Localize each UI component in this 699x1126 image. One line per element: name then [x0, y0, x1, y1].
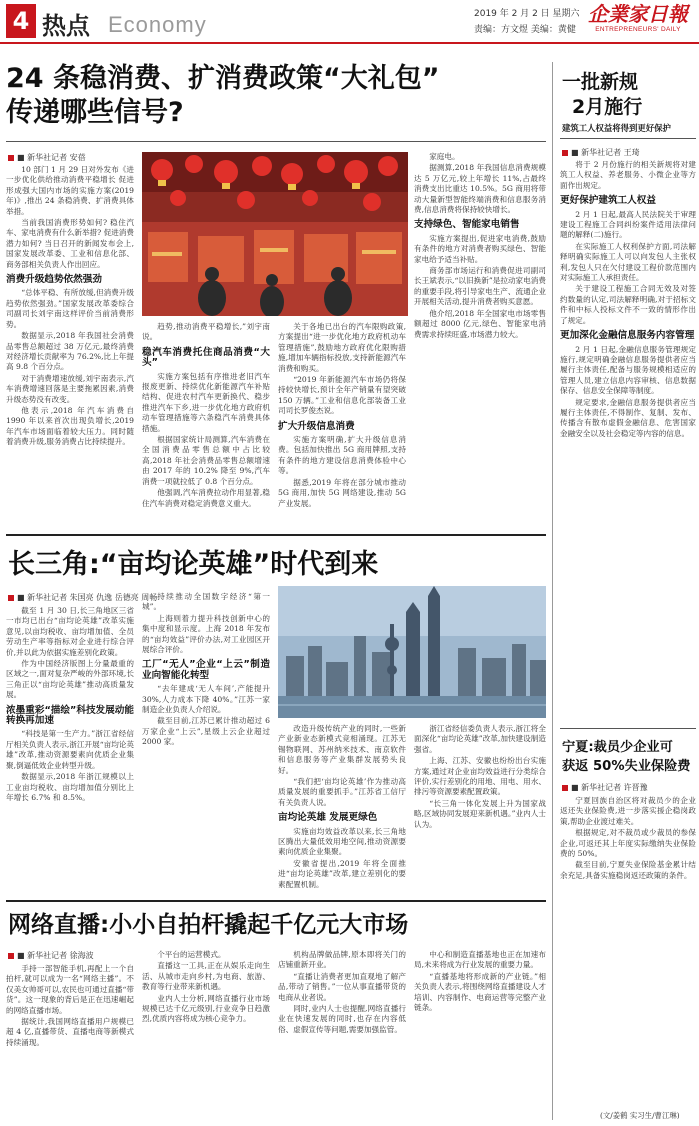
paragraph: 实施方案明确,扩大升级信息消费。包括加快推出 5G 商用牌照,支持有条件的地方建设信息消费体验中心等。 — [278, 435, 406, 476]
story4-headline — [562, 738, 698, 776]
story1-photo-new-year-market — [142, 152, 408, 316]
paragraph: 商务部市场运行和消费促进司副司长王斌表示,“以旧换新”是拉动家电消费的重要手段,将引导家电生产、流通企业开展相关活动,提升消费者购买意愿。 — [414, 266, 546, 307]
paragraph: “直播让消费者更加直观地了解产品,带动了销售。”一位从事直播带货的电商从业者说。 — [278, 971, 406, 1002]
page-number-badge: 4 — [6, 4, 36, 38]
paragraph: 2 月 1 日起,最高人民法院关于审理建设工程施工合同纠纷案件适用法律问题的解释(二)施行。 — [560, 209, 696, 240]
story1-subhead-1: 消费升级趋势依然强劲 — [6, 274, 102, 286]
paragraph: 业内人士分析,网络直播行业市场规模已达千亿元级别,行业竞争日趋激烈,优质内容将成为核心竞争力。 — [142, 993, 270, 1024]
byline-marker-icon — [8, 953, 14, 959]
story1-column-4 — [414, 152, 546, 528]
paragraph: 关于建设工程施工合同无效及对签约数量的认定,司法解释明确,对于招标文件和中标人投标文件不一致的情形作出了规定。 — [560, 284, 696, 325]
paragraph: 将于 2 月份施行的相关新规将对建筑工人权益、养老服务、小微企业等方面作出规定。 — [560, 160, 696, 190]
story4-byline-text: ■ 新华社记者 许晋豫 — [571, 783, 648, 792]
paragraph: 根据国家统计局测算,汽车消费在全国消费品零售总额中占比较高,2018 年社会消费品零售总额增速由 2017 年的 10.2% 降至 9%,汽车消费一项就拉低了 0.8 个百分点。 — [142, 435, 270, 486]
paragraph: 个平台的运营模式。 — [157, 950, 226, 959]
story1-headline-line2: 传递哪些信号? — [6, 97, 184, 128]
paragraph: 截至目前,江苏已累计推动超过 6 万家企业“上云”,星级上云企业超过 2000 家。 — [142, 716, 270, 747]
story2-byline — [562, 147, 640, 158]
skyline-image — [278, 586, 546, 718]
column-separator — [552, 62, 553, 1120]
paragraph: 他强调,汽车消费拉动作用显著,稳住汽车消费对稳定消费意义重大。 — [142, 488, 270, 508]
story2-subhead-2: 更加深化金融信息服务内容管理 — [560, 330, 695, 342]
paragraph: 上海则着力提升科技创新中心的集中度和显示度。上海 2018 年发布的“亩均效益”评价办法,对工业园区开展综合评价。 — [142, 613, 270, 655]
story3-subhead-2: 工厂“无人”企业“上云”制造业向智能化转型 — [142, 659, 270, 681]
story2-headline — [562, 70, 696, 120]
story4-headline-line2: 获返 50%失业保险费 — [562, 759, 691, 774]
story1-headline — [6, 62, 551, 130]
paragraph: 安徽省提出,2019 年将全面推进“亩均论英雄”改革,建立差别化的要素配置机制。 — [278, 858, 406, 889]
story3-column-4 — [414, 724, 546, 894]
paragraph: 对于消费增速放缓,刘宇南表示,汽车消费增速回落是主要拖累因素,消费升级态势没有改变。 — [6, 373, 134, 404]
paragraph: 中心和制造直播基地也正在加速布局,未来将成为行业发展的重要力量。 — [414, 950, 546, 970]
story1-column-1 — [6, 165, 134, 525]
paragraph: 10 部门 1 月 29 日对外发布《进一步优化供给推动消费平稳增长 促进形成强大国内市场的实施方案(2019 年)》,推出 24 条稳消费、扩消费具体举措。 — [6, 165, 134, 216]
story1-subhead-4: 支持绿色、智能家电销售 — [414, 219, 520, 231]
story3-byline-text: ■ 新华社记者 朱国亮 仇逸 岳德亮 周畅 — [17, 593, 158, 602]
paragraph: 他介绍,2018 年全国家电市场零售额超过 8000 亿元,绿色、智能家电消费需求持续旺盛,市场潜力较大。 — [414, 308, 546, 339]
story5-byline — [8, 950, 94, 961]
story2-headline-line2: 2月施行 — [572, 96, 643, 118]
paragraph: 当前我国消费形势如何? 稳住汽车、家电消费有什么新举措? 促进消费潜力如何? 当日召开的新闻发布会上,国家发展改革委、工业和信息化部、商务部相关负责人作出回应。 — [6, 218, 134, 269]
story2-byline-text: ■ 新华社记者 王琦 — [571, 148, 640, 157]
story1-byline — [8, 152, 86, 163]
story2-headline-line1: 一批新规 — [562, 71, 639, 93]
story1-byline-text: ■ 新华社记者 安蓓 — [17, 153, 86, 162]
story5-column-2 — [142, 950, 270, 1120]
paragraph: 据统计,我国网络直播用户规模已超 4 亿,直播带货、直播电商等新模式持续涌现。 — [6, 1017, 134, 1047]
byline-marker-icon — [562, 150, 568, 156]
story3-subhead-3: 亩均论英雄 发展更绿色 — [278, 812, 378, 824]
story3-column-3 — [278, 724, 406, 894]
paragraph: 2 月 1 日起,金融信息服务管理规定施行,规定明确金融信息服务提供者应当履行主体责任,配备与服务规模相适应的管理人员,建立信息内容审核、信息数据保存、信息安全保障等制度。 — [560, 344, 696, 396]
story3-column-1 — [6, 606, 134, 894]
story1-headline-line1: 24 条稳消费、扩消费政策“大礼包” — [6, 63, 440, 94]
story1-column-3 — [278, 322, 406, 528]
issue-date: 2019 年 2 月 2 日 星期六 — [474, 9, 580, 19]
paragraph: 数据显示,2018 年我国社会消费品零售总额超过 38 万亿元,最终消费对经济增长贡献率为 76.2%,比上年提高 9.8 个百分点。 — [6, 331, 134, 372]
divider — [560, 728, 696, 729]
paragraph: 家庭电。 — [429, 152, 460, 161]
story2-subhead-1: 更好保护建筑工人权益 — [560, 195, 656, 207]
story4-credit: (文/姜鹤 实习生/曹江琳) — [600, 1111, 680, 1120]
paragraph: 实施方案提出,促进家电消费,鼓励有条件的地方对消费者购买绿色、智能家电给予适当补贴。 — [414, 233, 546, 264]
editors-credit: 责编：方文煜 美编：黄健 — [474, 25, 576, 35]
paragraph: “总体平稳、有所放缓,但消费升级趋势依然强劲。”国家发展改革委综合司副司长刘宇南这样评价当前消费形势。 — [6, 288, 134, 329]
paragraph: “2019 年新能源汽车市场仍将保持较快增长,预计全年产销量有望突破 150 万辆。”工业和信息化部装备工业司司长罗俊杰说。 — [278, 375, 406, 416]
paragraph: 截至目前,宁夏失业保险基金累计结余充足,具备实施稳岗返还政策的条件。 — [560, 860, 696, 880]
paragraph: 趋势,推动消费平稳增长,”刘宇南说。 — [142, 322, 270, 342]
divider — [6, 141, 546, 142]
story3-column-2 — [142, 592, 270, 894]
story3-byline — [8, 592, 157, 603]
story5-byline-text: ■ 新华社记者 徐海波 — [17, 951, 94, 960]
paragraph: 作为中国经济版图上分量最重的区域之一,面对复杂严峻的外部环境,长三角正以“亩均论英雄”推动高质量发展。 — [6, 659, 134, 700]
paragraph: 在实际施工人权利保护方面,司法解释明确实际施工人可以向发包人主张权利,发包人只在欠付建设工程价款范围内对实际施工人承担责任。 — [560, 241, 696, 283]
story2-body — [560, 160, 696, 720]
divider — [6, 534, 546, 536]
story2-summary: 建筑工人权益将得到更好保护 — [562, 123, 671, 133]
byline-marker-icon — [562, 785, 568, 791]
paragraph: “长三角一体化发展上升为国家战略,区域协同发展迎来新机遇。”业内人士认为。 — [414, 798, 546, 829]
paragraph: “科技是第一生产力。”浙江省经信厅相关负责人表示,浙江开展“亩均论英雄”改革,推动资源要素向优质企业集聚,倒逼低效企业转型升级。 — [6, 729, 134, 770]
story5-column-1 — [6, 964, 134, 1120]
story1-subhead-2: 稳汽车消费托住商品消费“大头” — [142, 346, 270, 369]
paragraph: 手持一部智能手机,再配上一个自拍杆,就可以成为一名“网络主播”。不仅美女帅哥可以,农民也可通过直播“带货”。这一现象的背后是正在迅速崛起的网络直播市场。 — [6, 964, 134, 1015]
paragraph: 截至 1 月 30 日,长三角地区三省一市均已出台“亩均论英雄”改革实施意见,以亩均税收、亩均增加值、全员劳动生产率等指标对企业进行综合评价,并以此为依据实施差别化政策。 — [6, 606, 134, 657]
paragraph: 上海、江苏、安徽也纷纷出台实施方案,通过对企业亩均效益进行分类综合评价,实行差别化的用地、用电、用水、排污等资源要素配置政策。 — [414, 756, 546, 797]
story4-byline — [562, 782, 648, 793]
paragraph: 机构品牌做品牌,原本即将关门的店铺重新开业。 — [278, 950, 406, 970]
paragraph: 同时,业内人士也提醒,网络直播行业在快速发展的同时,也存在内容低俗、虚假宣传等问题,需要加强监管。 — [278, 1004, 406, 1034]
story5-column-4 — [414, 950, 546, 1120]
story1-subhead-3: 扩大升级信息消费 — [278, 420, 355, 432]
paragraph: 关于各地已出台的汽车限购政策,方案提出“进一步优化地方政府机动车管理措施”,鼓励地方政府优化限购措施,增加车辆指标投放,支持新能源汽车消费和购买。 — [278, 322, 406, 373]
paragraph: “直播基地将形成新的产业链。”相关负责人表示,将围绕网络直播建设人才培训、内容制作、电商运营等完整产业链条。 — [414, 971, 546, 1013]
paragraph: 根据规定,对不裁员或少裁员的参保企业,可返还其上年度实际缴纳失业保险费的 50%。 — [560, 828, 696, 859]
paragraph: 持续推动全国数字经济“第一城”。 — [142, 592, 270, 612]
paragraph: 规定要求,金融信息服务提供者应当履行主体责任,不得制作、复制、发布、传播含有散布虚假金融信息、危害国家金融安全以及社会稳定等内容的信息。 — [560, 397, 696, 438]
story4-headline-line1: 宁夏:裁员少企业可 — [562, 740, 673, 755]
story5-column-3 — [278, 950, 406, 1120]
divider — [6, 900, 546, 902]
market-scene-image — [142, 152, 408, 316]
story5-headline: 网络直播:小小自拍杆撬起千亿元大市场 — [8, 912, 409, 938]
paragraph: 浙江省经信委负责人表示,浙江将全面深化“亩均论英雄”改革,加快建设制造强省。 — [414, 724, 546, 754]
logo-subtitle: ENTREPRENEURS' DAILY — [595, 26, 681, 33]
paragraph: “我们把‘亩均论英雄’作为推动高质量发展的重要抓手。”江苏省工信厅有关负责人说。 — [278, 777, 406, 807]
story3-photo-city-skyline — [278, 586, 546, 718]
story1-column-2 — [142, 322, 270, 528]
story3-subhead-1: 浓墨重彩“描绘”科技发展动能转换再加速 — [6, 704, 134, 727]
section-title-en: Economy — [108, 12, 207, 37]
divider — [560, 138, 696, 139]
section-title: 热点 — [42, 12, 90, 40]
byline-marker-icon — [8, 595, 14, 601]
page-masthead — [0, 0, 699, 44]
paragraph: 据悉,2019 年将在部分城市推动 5G 商用,加快 5G 网络建设,推动 5G 产业发展。 — [278, 477, 406, 508]
paragraph: 他表示,2018 年汽车消费自 1990 年以来首次出现负增长,2019 年汽车市场面临着较大压力。同时随着消费升级,服务消费占比持续提升。 — [6, 405, 134, 447]
paragraph: 据测算,2018 年我国信息消费规模达 5 万亿元,较上年增长 11%,占最终消费支出比重达 10.5%。5G 商用将带动大量新型智能终端消费和信息服务消费,信息消费将保持较快增长。 — [414, 163, 546, 215]
paragraph: 宁夏回族自治区将对裁员少的企业返还失业保险费,进一步落实援企稳岗政策,帮助企业渡过难关。 — [560, 796, 696, 826]
logo-title: 企業家日報 — [588, 2, 688, 26]
paragraph: 改造升级传统产业的同时,一些新产业新业态新模式竞相涌现。江苏无锡物联网、苏州纳米技术、南京软件和信息服务等产业集群发展势头良好。 — [278, 724, 406, 775]
paragraph: “去年建成‘无人车间’,产能提升 30%,人力成本下降 40%。”江苏一家制造企业负责人介绍说。 — [142, 684, 270, 715]
paragraph: 实施亩均效益改革以来,长三角地区腾出大量低效用地空间,推动资源要素向优质企业集聚。 — [278, 826, 406, 857]
story3-headline: 长三角:“亩均论英雄”时代到来 — [8, 549, 379, 580]
paragraph: 数据显示,2018 年浙江规模以上工业亩均税收、亩均增加值分别比上年增长 6.7% 和 8.5%。 — [6, 772, 134, 802]
paragraph: 直播这一工具,正在从娱乐走向生活、从城市走向乡村,为电商、旅游、教育等行业带来新机遇。 — [142, 961, 270, 992]
newspaper-logo — [580, 2, 696, 40]
byline-marker-icon — [8, 155, 14, 161]
story4-body — [560, 796, 696, 1108]
paragraph: 实施方案包括有序推进老旧汽车报废更新、持续优化新能源汽车补贴结构、促进农村汽车更新换代、稳步推进汽车下乡,进一步优化地方政府机动车管理措施等六条稳汽车消费具体措施。 — [142, 371, 270, 433]
